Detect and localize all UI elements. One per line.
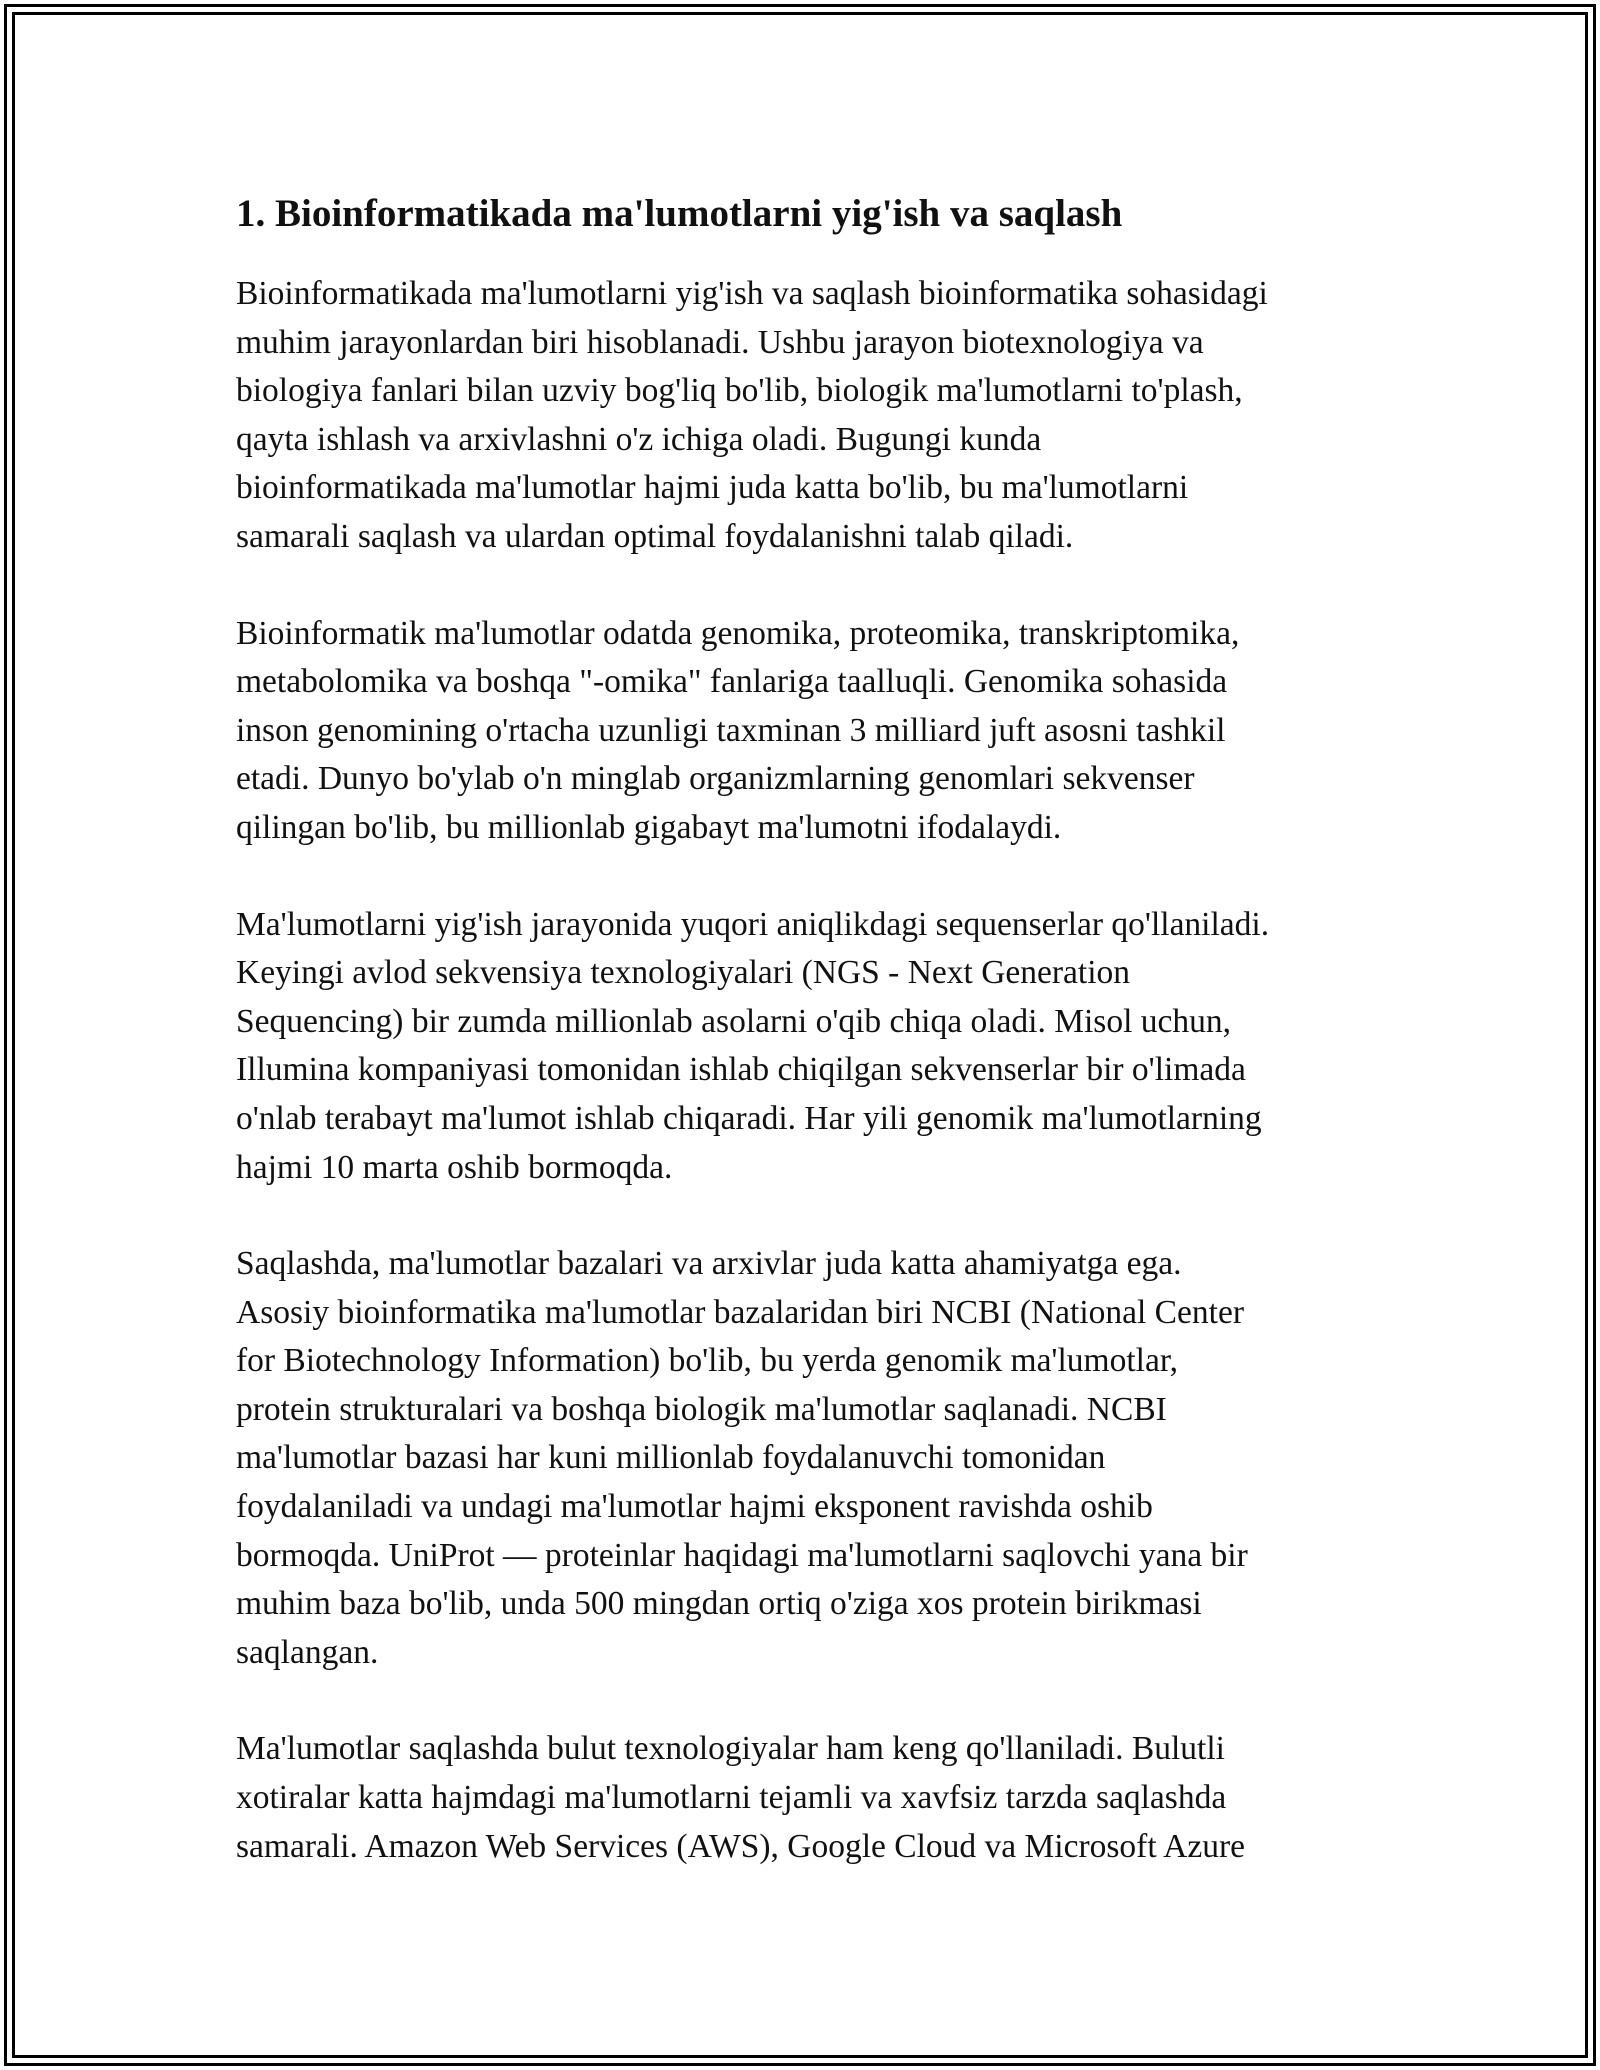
text-line: Ma'lumotlar saqlashda bulut texnologiyalar ham keng qo'llaniladi. Bulutli	[236, 1730, 1225, 1768]
text-line: muhim baza bo'lib, unda 500 mingdan ortiq o'ziga xos protein birikmasi	[236, 1585, 1202, 1623]
text-line: samarali. Amazon Web Services (AWS), Google Cloud va Microsoft Azure	[236, 1827, 1245, 1865]
text-line: hajmi 10 marta oshib bormoqda.	[236, 1148, 673, 1186]
text-line: muhim jarayonlardan biri hisoblanadi. Ushbu jarayon biotexnologiya va	[236, 323, 1204, 361]
text-line: qayta ishlash va arxivlashni o'z ichiga oladi. Bugungi kunda	[236, 420, 1042, 458]
text-line: qilingan bo'lib, bu millionlab gigabayt ma'lumotni ifodalaydi.	[236, 808, 1062, 846]
text-line: Keyingi avlod sekvensiya texnologiyalari (NGS - Next Generation	[236, 954, 1131, 992]
paragraph-1	[236, 270, 1376, 562]
text-line: protein strukturalari va boshqa biologik ma'lumotlar saqlanadi. NCBI	[236, 1390, 1167, 1428]
text-line: xotiralar katta hajmdagi ma'lumotlarni tejamli va xavfsiz tarzda saqlashda	[236, 1779, 1227, 1817]
text-line: foydalaniladi va undagi ma'lumotlar hajmi eksponent ravishda oshib	[236, 1488, 1153, 1526]
section-heading: 1. Bioinformatikada ma'lumotlarni yig'ish va saqlash	[236, 192, 1123, 235]
text-line: biologiya fanlari bilan uzviy bog'liq bo'lib, biologik ma'lumotlarni to'plash,	[236, 372, 1243, 410]
text-line: Sequencing) bir zumda millionlab asolarni o'qib chiqa oladi. Misol uchun,	[236, 1002, 1232, 1040]
text-line: Saqlashda, ma'lumotlar bazalari va arxivlar juda katta ahamiyatga ega.	[236, 1245, 1182, 1283]
text-line: Bioinformatik ma'lumotlar odatda genomika, proteomika, transkriptomika,	[236, 614, 1240, 652]
text-line: inson genomining o'rtacha uzunligi taxminan 3 milliard juft asosni tashkil	[236, 711, 1226, 749]
text-line: saqlangan.	[236, 1633, 379, 1671]
text-line: bioinformatikada ma'lumotlar hajmi juda katta bo'lib, bu ma'lumotlarni	[236, 469, 1189, 507]
text-line: bormoqda. UniProt — proteinlar haqidagi ma'lumotlarni saqlovchi yana bir	[236, 1536, 1248, 1574]
text-line: etadi. Dunyo bo'ylab o'n minglab organizmlarning genomlari sekvenser	[236, 760, 1195, 798]
text-line: ma'lumotlar bazasi har kuni millionlab foydalanuvchi tomonidan	[236, 1439, 1106, 1477]
paragraph-2	[236, 610, 1376, 853]
text-line: o'nlab terabayt ma'lumot ishlab chiqaradi. Har yili genomik ma'lumotlarning	[236, 1099, 1262, 1137]
paragraph-4	[236, 1240, 1376, 1677]
text-line: samarali saqlash va ulardan optimal foydalanishni talab qiladi.	[236, 517, 1074, 555]
text-line: metabolomika va boshqa "-omika" fanlariga taalluqli. Genomika sohasida	[236, 663, 1228, 701]
text-line: Ma'lumotlarni yig'ish jarayonida yuqori aniqlikdagi sequenserlar qo'llaniladi.	[236, 905, 1270, 943]
document-body	[236, 188, 1376, 1919]
text-line: Bioinformatikada ma'lumotlarni yig'ish va saqlash bioinformatika sohasidagi	[236, 275, 1268, 312]
text-line: Asosiy bioinformatika ma'lumotlar bazalaridan biri NCBI (National Center	[236, 1293, 1244, 1331]
paragraph-5	[236, 1725, 1376, 1871]
text-line: Illumina kompaniyasi tomonidan ishlab chiqilgan sekvenserlar bir o'limada	[236, 1051, 1246, 1089]
text-line: for Biotechnology Information) bo'lib, bu yerda genomik ma'lumotlar,	[236, 1342, 1179, 1380]
paragraph-3	[236, 901, 1376, 1193]
